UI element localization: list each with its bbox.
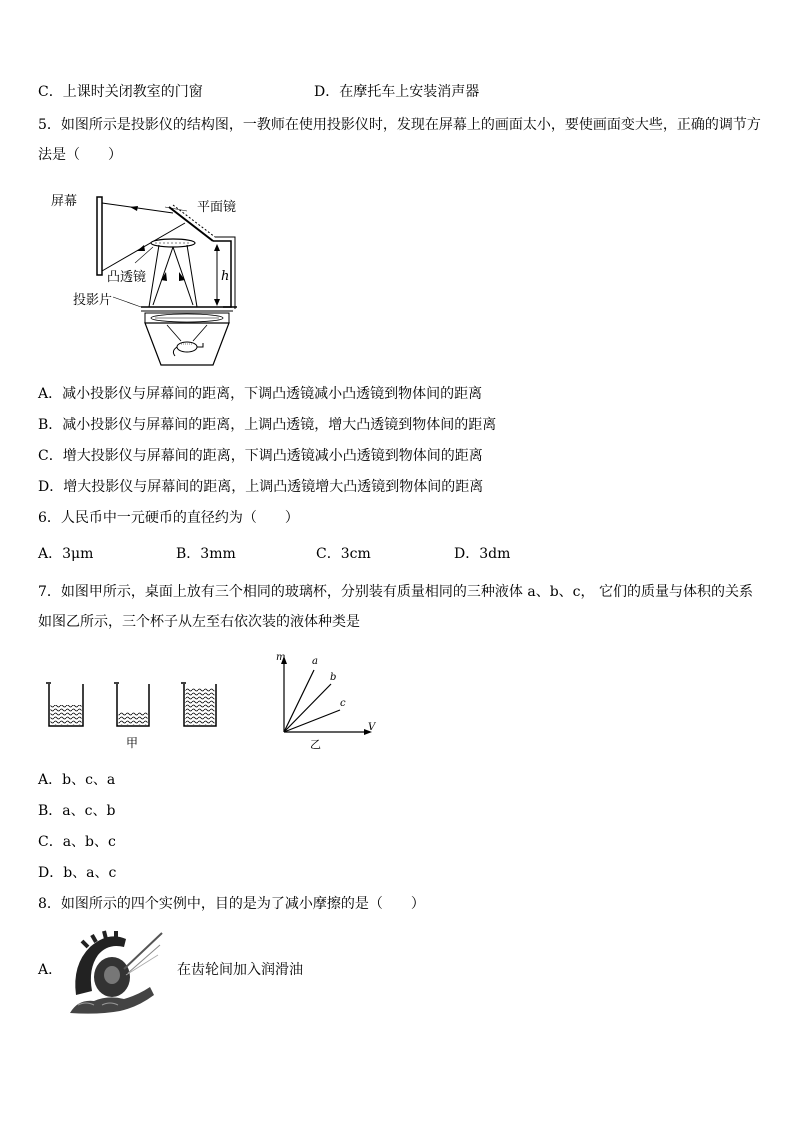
q7-option-d: D．b、a、c (38, 865, 117, 881)
gear-lubrication-image (68, 925, 164, 1015)
line-b (284, 684, 331, 732)
q7-stem-line1: 7．如图甲所示，桌面上放有三个相同的玻璃杯，分别装有质量相同的三种液体 a、b、c， 它们的质量与体积的关系 (38, 584, 753, 600)
three-cups-figure (42, 672, 232, 752)
q5-option-c: C．增大投影仪与屏幕间的距离，下调凸透镜减小凸透镜到物体间的距离 (38, 448, 483, 464)
graph-a-label: a (312, 656, 318, 667)
q4-option-c: C．上课时关闭教室的门窗 (38, 84, 203, 100)
q7-option-c: C．a、b、c (38, 834, 116, 850)
plane-mirror-label: 平面镜 (197, 200, 237, 215)
q4-option-d: D．在摩托车上安装消声器 (314, 84, 480, 100)
q8-stem: 8．如图所示的四个实例中，目的是为了减小摩擦的是（ ） (38, 896, 425, 912)
q5-option-b: B．减小投影仪与屏幕间的距离，上调凸透镜，增大凸透镜到物体间的距离 (38, 417, 497, 433)
q7-option-a: A．b、c、a (38, 772, 116, 788)
screen-label: 屏幕 (51, 194, 78, 209)
convex-lens-label: 凸透镜 (107, 270, 147, 285)
graph-m-label: m (276, 652, 286, 663)
gear-lubrication-svg (68, 925, 164, 1015)
q7-stem-line2: 如图乙所示，三个杯子从左至右依次装的液体种类是 (38, 614, 360, 630)
q6-option-b: B．3mm (176, 546, 236, 562)
cup-3-liquid (186, 688, 215, 725)
q6-stem: 6．人民币中一元硬币的直径约为（ ） (38, 510, 299, 526)
q6-option-d: D．3dm (454, 546, 511, 562)
cup-2-liquid (119, 712, 148, 725)
mass-volume-svg (270, 652, 380, 752)
mass-volume-graph (270, 652, 380, 752)
q5-option-a: A．减小投影仪与屏幕间的距离，下调凸透镜减小凸透镜到物体间的距离 (38, 386, 483, 402)
q5-stem-line2: 法是（ ） (38, 147, 122, 163)
screen-shape (97, 197, 102, 275)
q7-option-b: B．a、c、b (38, 803, 116, 819)
q8-option-a-letter: A． (38, 962, 63, 978)
q6-option-a: A．3μm (38, 546, 94, 562)
graph-v-label: V (368, 722, 376, 733)
figure-yi-label: 乙 (310, 738, 321, 751)
graph-b-label: b (330, 672, 337, 683)
q8-option-a-text: 在齿轮间加入润滑油 (177, 962, 303, 978)
line-a (284, 670, 314, 732)
slide-label: 投影片 (73, 293, 113, 308)
q5-stem-line1: 5．如图所示是投影仪的结构图，一教师在使用投影仪时，发现在屏幕上的画面太小，要使画面变大些，正确的调节方 (38, 117, 761, 133)
h-label: h (221, 269, 230, 284)
cup-1-liquid (51, 705, 82, 725)
graph-c-label: c (340, 698, 346, 709)
figure-jia-label: 甲 (126, 736, 139, 750)
q5-option-d: D．增大投影仪与屏幕间的距离，上调凸透镜增大凸透镜到物体间的距离 (38, 479, 484, 495)
projector-diagram (45, 185, 255, 370)
q6-option-c: C．3cm (316, 546, 371, 562)
